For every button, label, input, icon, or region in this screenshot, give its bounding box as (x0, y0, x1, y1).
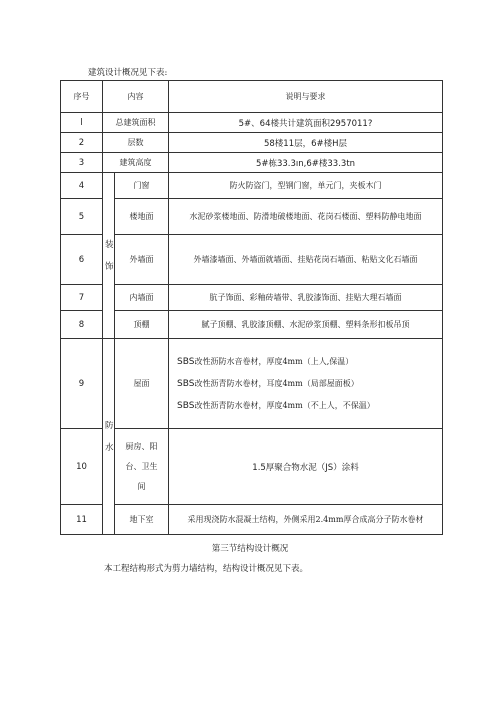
table-row (61, 153, 443, 173)
row-desc: 1.5厚聚合物水泥（JS）涂料 (169, 429, 443, 505)
group-label-zhuangshi (103, 173, 115, 339)
row-content-line: 台、卫生 (125, 461, 158, 471)
row-desc: 肮子饰面、彩釉砖墙带、乳胶漆饰面、挂贴大理石墙面 (169, 285, 443, 311)
row-desc-roof (169, 339, 443, 429)
row-seq: 10 (61, 429, 103, 505)
roof-spec-prefix: SBS (177, 400, 195, 411)
table-header-row (61, 81, 443, 113)
row-seq: 7 (61, 285, 103, 311)
section-title: 第三节结构设计概况 (211, 544, 289, 554)
row-content: 门窗 (115, 173, 169, 199)
row-seq: 4 (61, 173, 103, 199)
row-seq: l (61, 113, 103, 133)
row-seq: 6 (61, 235, 103, 285)
row-seq: 3 (61, 153, 103, 173)
row-desc: 58楼11层，6#楼H层 (169, 133, 443, 153)
table-row (61, 173, 443, 199)
row-content (115, 429, 169, 505)
table-row (61, 429, 443, 505)
row-content: 外墙面 (115, 235, 169, 285)
header-content: 内容 (103, 81, 169, 113)
table-row (61, 199, 443, 235)
table-row (61, 235, 443, 285)
row-content: 楼地面 (115, 199, 169, 235)
row-content: 建筑高度 (103, 153, 169, 173)
row-content: 屋面 (115, 339, 169, 429)
table-row (61, 311, 443, 339)
building-design-table (60, 80, 443, 535)
row-seq: 2 (61, 133, 103, 153)
header-desc: 说明与要求 (169, 81, 443, 113)
row-desc: 5#、64楼共计建筑面积2957011? (169, 113, 443, 133)
roof-spec-prefix: SBS (177, 378, 195, 389)
row-desc: 外墙漆墙面、外墙面就墙面、挂贴花岗石墙面、粘贴文化石墙面 (169, 235, 443, 285)
table-row (61, 113, 443, 133)
row-seq: 8 (61, 311, 103, 339)
row-desc: 采用现浇防水混凝土结构，外侧采用2.4mm厚合成高分子防水卷材 (169, 505, 443, 535)
row-content-line: 厨房、阳 (125, 441, 158, 451)
row-seq: 9 (61, 339, 103, 429)
table-row (61, 339, 443, 429)
group-char: 防 (105, 420, 114, 431)
table-intro-text: 建筑设计概况见下表: (88, 68, 168, 78)
roof-spec-line (171, 351, 440, 373)
table-row (61, 285, 443, 311)
roof-spec-line (171, 373, 440, 395)
row-content: 地下室 (115, 505, 169, 535)
row-content-line: 间 (137, 481, 146, 491)
body-paragraph: 本工程结构形式为剪力墙结构，结构设计概况见下表。 (104, 564, 309, 574)
roof-spec-prefix: SBS (177, 356, 195, 367)
row-content: 内墙面 (115, 285, 169, 311)
table-row (61, 133, 443, 153)
row-content: 层数 (103, 133, 169, 153)
row-seq: 5 (61, 199, 103, 235)
row-desc: 5#栋33.3ın,6#楼33.3tn (169, 153, 443, 173)
table-row (61, 505, 443, 535)
row-content: 总建筑面积 (103, 113, 169, 133)
row-seq: 11 (61, 505, 103, 535)
group-char: 水 (105, 442, 114, 453)
group-label-fangshui (103, 339, 115, 535)
row-desc: 腻子顶棚、乳胶漆顶棚、水泥砂浆顶棚、塑料条形扣板吊顶 (169, 311, 443, 339)
roof-spec-line (171, 395, 440, 417)
row-content: 顶棚 (115, 311, 169, 339)
row-desc: 水泥砂浆楼地面、防滑地破楼地面、花岗石楼面、塑料防静电地面 (169, 199, 443, 235)
group-char: 饰 (105, 261, 114, 272)
row-desc: 防火防盗门，型钢门窗，单元门，夹板木门 (169, 173, 443, 199)
header-seq: 序号 (61, 81, 103, 113)
roof-spec-text: 改性沥青防水卷材，厚度4mm（不上人，不保温） (194, 400, 375, 410)
roof-spec-text: 改性沥青防水卷材，耳度4mm（局部屋面板） (194, 378, 359, 388)
roof-spec-text: 改性沥防水音卷材，厚度4mm（上人,保温） (194, 356, 354, 366)
group-char: 装 (105, 239, 114, 250)
